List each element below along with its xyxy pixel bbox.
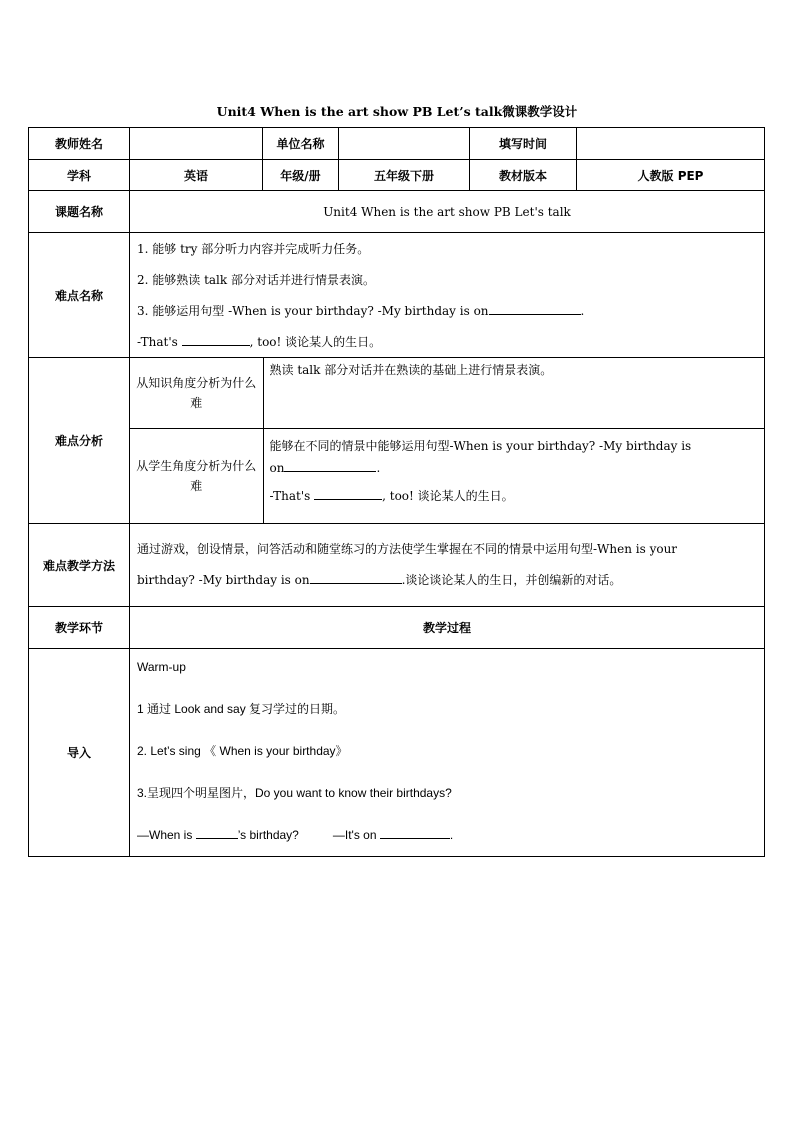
grade-label: 年级/册	[263, 160, 339, 191]
topic-value: Unit4 When is the art show PB Let's talk	[130, 191, 765, 233]
analysis-subtable	[130, 358, 764, 523]
warmup-heading: Warm-up	[137, 660, 186, 674]
difficulty-row	[29, 233, 765, 358]
intro-dialogue: —When is ’s birthday? —It's on .	[137, 828, 454, 842]
intro-step-2: 2. Let’s sing 《 When is your birthday》	[137, 744, 348, 758]
teacher-name-label: 教师姓名	[29, 128, 130, 160]
info-row-2	[29, 160, 765, 191]
fill-time-label: 填写时间	[470, 128, 577, 160]
lesson-design-table	[28, 127, 765, 857]
analysis-label: 难点分析	[29, 358, 130, 524]
student-analysis-text: 能够在不同的情景中能够运用句型-When is your birthday? -My birthday is on .	[269, 438, 692, 475]
subject-value: 英语	[130, 160, 263, 191]
method-row	[29, 524, 765, 607]
fill-time-value	[577, 128, 765, 160]
answer-blank	[182, 335, 250, 346]
knowledge-analysis-label: 从知识角度分析为什么难	[130, 358, 263, 428]
textbook-version-label: 教材版本	[470, 160, 577, 191]
textbook-version-value: 人教版 PEP	[577, 160, 765, 191]
difficulty-line-2: 2. 能够熟读 talk 部分对话并进行情景表演。	[137, 272, 375, 287]
intro-step-3: 3.呈现四个明星图片，Do you want to know their birthdays?	[137, 786, 452, 800]
method-text: 通过游戏，创设情景，问答活动和随堂练习的方法使学生掌握在不同的情景中运用句型-When is your birthday? -My birthday is on .谈论谈论某人的生日，并创编新的对话。	[137, 542, 678, 587]
student-analysis-label: 从学生角度分析为什么难	[130, 428, 263, 523]
info-row-1	[29, 128, 765, 160]
answer-blank	[489, 304, 581, 315]
document-title: Unit4 When is the art show PB Let’s talk微课教学设计	[216, 104, 578, 119]
grade-value: 五年级下册	[339, 160, 470, 191]
topic-row	[29, 191, 765, 233]
difficulty-label: 难点名称	[29, 233, 130, 358]
subject-label: 学科	[29, 160, 130, 191]
teaching-stage-label: 教学环节	[29, 607, 130, 649]
difficulty-line-1: 1. 能够 try 部分听力内容并完成听力任务。	[137, 241, 370, 256]
difficulty-line-4: -That's , too! 谈论某人的生日。	[137, 334, 382, 349]
answer-blank	[380, 828, 450, 839]
unit-name-label: 单位名称	[263, 128, 339, 160]
teacher-name-value	[130, 128, 263, 160]
answer-blank	[310, 573, 402, 584]
topic-label: 课题名称	[29, 191, 130, 233]
process-header-row	[29, 607, 765, 649]
answer-blank	[314, 489, 382, 500]
difficulty-line-3: 3. 能够运用句型 -When is your birthday? -My birthday is on .	[137, 303, 585, 318]
student-analysis-text-2: -That's , too! 谈论某人的生日。	[269, 488, 514, 503]
answer-blank	[284, 461, 376, 472]
teaching-process-label: 教学过程	[130, 607, 765, 649]
intro-step-1: 1 通过 Look and say 复习学过的日期。	[137, 702, 346, 716]
analysis-row	[29, 358, 765, 524]
method-label: 难点教学方法	[29, 524, 130, 607]
unit-name-value	[339, 128, 470, 160]
intro-row	[29, 649, 765, 857]
intro-label: 导入	[29, 649, 130, 857]
answer-blank	[196, 828, 238, 839]
knowledge-analysis-text: 熟读 talk 部分对话并在熟读的基础上进行情景表演。	[263, 358, 764, 428]
